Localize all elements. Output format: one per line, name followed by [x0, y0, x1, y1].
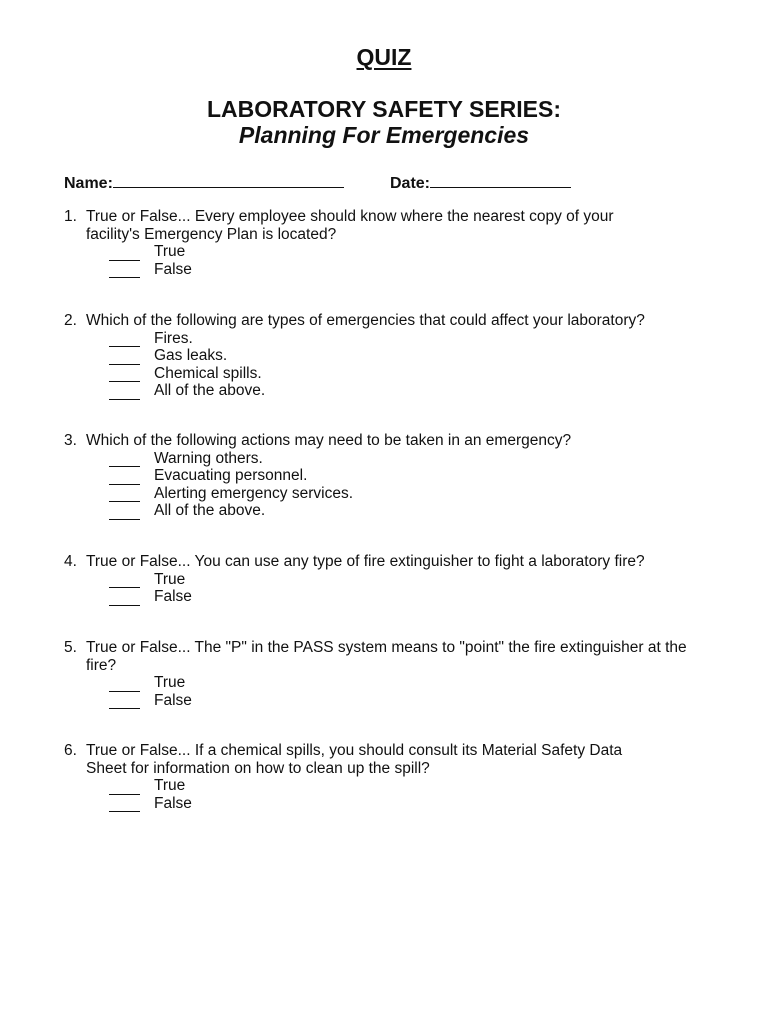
question-text: Which of the following actions may need to be taken in an emergency? — [86, 432, 572, 449]
option-label: Fires. — [154, 329, 193, 347]
answer-option[interactable] — [109, 502, 704, 520]
question-number: 1. — [64, 208, 77, 225]
option-label: True — [154, 243, 186, 260]
question-5 — [64, 639, 704, 709]
option-label: False — [154, 260, 192, 278]
answer-option[interactable] — [109, 450, 704, 468]
answer-blank[interactable] — [109, 472, 140, 485]
answer-blank[interactable] — [109, 593, 140, 606]
answer-option[interactable] — [109, 485, 704, 503]
answer-blank[interactable] — [109, 369, 140, 382]
option-label: Evacuating personnel. — [154, 467, 308, 484]
answer-blank[interactable] — [109, 248, 140, 261]
answer-blank[interactable] — [109, 782, 140, 795]
question-number: 4. — [64, 553, 77, 570]
option-label: Chemical spills. — [154, 364, 262, 382]
question-text: True or False... Every employee should know where the nearest copy of your facility's Emergency Plan is located? — [86, 208, 614, 243]
answer-blank[interactable] — [109, 679, 140, 692]
answer-blank[interactable] — [109, 265, 140, 278]
answer-blank[interactable] — [109, 799, 140, 812]
quiz-title: QUIZ — [356, 44, 412, 70]
date-field[interactable] — [390, 173, 571, 193]
answer-option[interactable] — [109, 674, 704, 692]
answer-option[interactable] — [109, 588, 704, 606]
answer-options — [109, 571, 704, 606]
question-1 — [64, 208, 704, 278]
answer-blank[interactable] — [109, 387, 140, 400]
option-label: Warning others. — [154, 449, 263, 467]
answer-option[interactable] — [109, 243, 704, 261]
answer-options — [109, 243, 704, 278]
option-label: All of the above. — [154, 502, 266, 519]
question-text: Which of the following are types of emergencies that could affect your laboratory? — [86, 312, 645, 329]
option-label: Gas leaks. — [154, 347, 228, 364]
name-blank-line[interactable] — [113, 173, 344, 188]
answer-option[interactable] — [109, 692, 704, 710]
answer-option[interactable] — [109, 571, 704, 589]
option-label: All of the above. — [154, 382, 266, 399]
question-number: 3. — [64, 432, 77, 449]
name-field[interactable] — [64, 173, 344, 193]
answer-option[interactable] — [109, 382, 704, 400]
option-label: True — [154, 570, 186, 588]
question-text: True or False... You can use any type of fire extinguisher to fight a laboratory fire? — [86, 553, 645, 570]
answer-blank[interactable] — [109, 575, 140, 588]
answer-options — [109, 674, 704, 709]
answer-option[interactable] — [109, 467, 704, 485]
answer-option[interactable] — [109, 347, 704, 365]
question-text: True or False... If a chemical spills, you should consult its Material Safety Data Sheet for information on how to clean up the spill? — [86, 742, 623, 777]
name-label: Name: — [64, 175, 113, 192]
answer-option[interactable] — [109, 330, 704, 348]
answer-blank[interactable] — [109, 696, 140, 709]
question-3 — [64, 432, 704, 520]
answer-option[interactable] — [109, 777, 704, 795]
option-label: False — [154, 794, 192, 812]
answer-blank[interactable] — [109, 352, 140, 365]
answer-option[interactable] — [109, 365, 704, 383]
date-blank-line[interactable] — [430, 173, 571, 188]
question-4 — [64, 553, 704, 606]
answer-blank[interactable] — [109, 507, 140, 520]
question-text: True or False... The "P" in the PASS system means to "point" the fire extinguisher at the fire? — [86, 639, 687, 674]
date-label: Date: — [390, 175, 431, 192]
option-label: False — [154, 691, 192, 709]
answer-blank[interactable] — [109, 454, 140, 467]
question-6 — [64, 742, 704, 812]
option-label: True — [154, 777, 186, 794]
question-2 — [64, 312, 704, 400]
answer-option[interactable] — [109, 795, 704, 813]
answer-blank[interactable] — [109, 334, 140, 347]
option-label: Alerting emergency services. — [154, 484, 353, 502]
series-subtitle: Planning For Emergencies — [238, 122, 530, 148]
answer-options — [109, 777, 704, 812]
answer-options — [109, 330, 704, 400]
answer-options — [109, 450, 704, 520]
question-number: 6. — [64, 742, 77, 759]
question-number: 2. — [64, 312, 77, 329]
answer-option[interactable] — [109, 261, 704, 279]
question-number: 5. — [64, 639, 77, 656]
option-label: True — [154, 674, 186, 691]
answer-blank[interactable] — [109, 489, 140, 502]
series-title: LABORATORY SAFETY SERIES: — [207, 96, 561, 122]
option-label: False — [154, 588, 192, 605]
